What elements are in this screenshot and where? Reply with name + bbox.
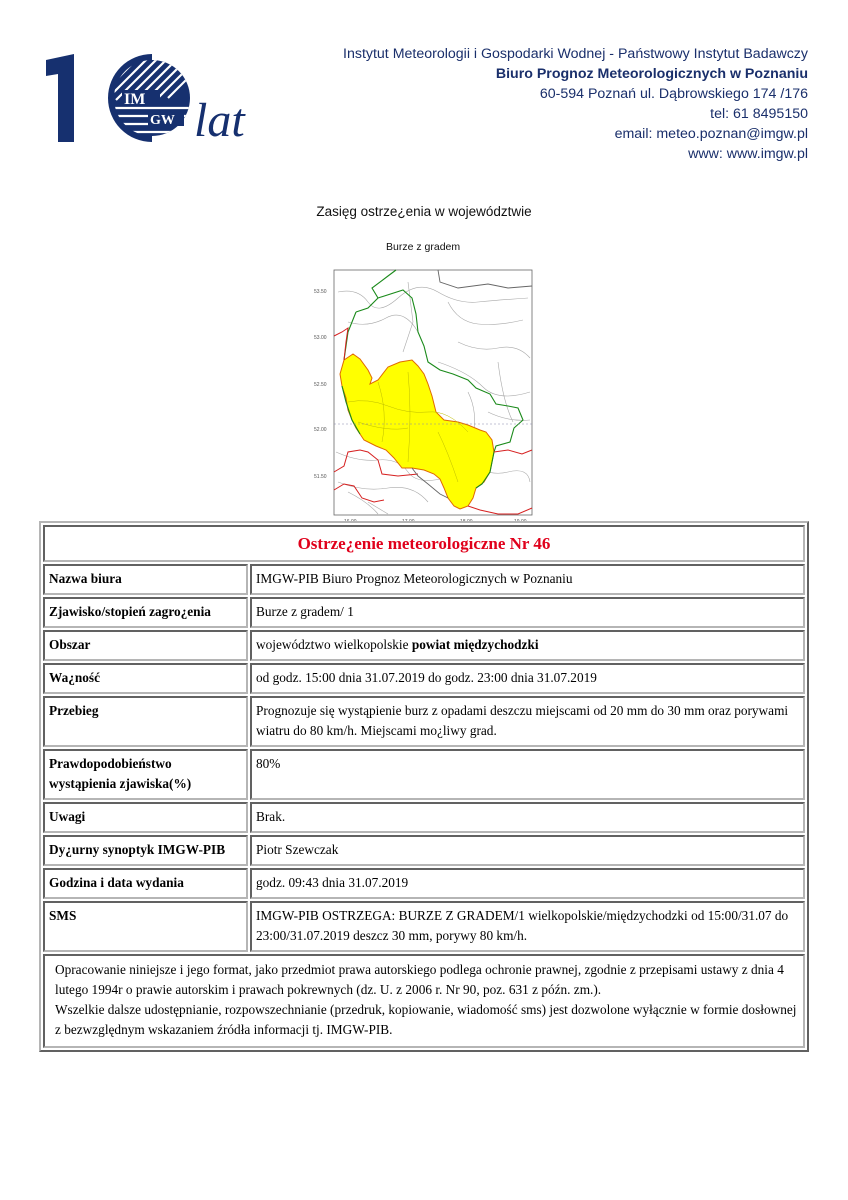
row-label-course: Przebieg [43, 696, 248, 747]
institute-name: Instytut Meteorologii i Gospodarki Wodnej - Państwowy Instytut Badawczy [343, 46, 808, 62]
row-value-sms: IMGW-PIB OSTRZEGA: BURZE Z GRADEM/1 wielkopolskie/międzychodzki od 15:00/31.07 do 23:00/31.07.2019 deszcz 30 mm, porywy 80 km/h. [250, 901, 805, 952]
warning-title: Ostrze¿enie meteorologiczne Nr 46 [43, 525, 805, 562]
copyright-paragraph-2: Wszelkie dalsze udostępnianie, rozpowszechnianie (przedruk, kopiowanie, wiadomość sms) jest dozwolone wyłącznie w formie dosłownej z bezwzględnym wskazaniem źródła informacji tj. IMGW-PIB. [55, 1002, 797, 1037]
logo-graphic [44, 52, 259, 144]
y-tick-label: 53.00 [314, 335, 327, 341]
row-value-probability: 80% [250, 749, 805, 800]
table-row [43, 663, 805, 694]
row-label-area: Obszar [43, 630, 248, 661]
table-row [43, 696, 805, 747]
row-label-probability: Prawdopodobieństwo wystąpienia zjawiska(%) [43, 749, 248, 800]
row-label-forecaster: Dy¿urny synoptyk IMGW-PIB [43, 835, 248, 866]
row-label-remarks: Uwagi [43, 802, 248, 833]
row-value-issued: godz. 09:43 dnia 31.07.2019 [250, 868, 805, 899]
y-tick-label: 52.50 [314, 382, 327, 388]
y-tick-label: 52.00 [314, 427, 327, 433]
y-tick-label: 53.50 [314, 289, 327, 295]
row-value-office: IMGW-PIB Biuro Prognoz Meteorologicznych w Poznaniu [250, 564, 805, 595]
table-footer-row [43, 954, 805, 1048]
table-row [43, 630, 805, 661]
table-row [43, 564, 805, 595]
row-value-forecaster: Piotr Szewczak [250, 835, 805, 866]
logo-lat-text: lat [194, 94, 245, 144]
map-caption: Zasięg ostrze¿enia w województwie [316, 204, 532, 219]
copyright-notice [43, 954, 805, 1048]
area-voivodeship: województwo wielkopolskie [256, 637, 412, 652]
logo-im-text: IM [124, 91, 146, 108]
row-label-office: Nazwa biura [43, 564, 248, 595]
row-label-sms: SMS [43, 901, 248, 952]
copyright-paragraph-1: Opracowanie niniejsze i jego format, jako przedmiot prawa autorskiego podlega ochronie prawnej, zgodnie z przepisami ustawy z dnia 4 lutego 1994r o prawie autorskim i prawach pokrewnych (dz. U. z 2006 r. Nr 90, poz. 631 z późn. zm.). [55, 962, 784, 997]
warning-map [308, 262, 548, 524]
table-row [43, 901, 805, 952]
row-value-remarks: Brak. [250, 802, 805, 833]
office-name: Biuro Prognoz Meteorologicznych w Poznaniu [495, 66, 808, 82]
area-county: powiat międzychodzki [411, 637, 539, 652]
email[interactable]: email: meteo.poznan@imgw.pl [614, 126, 808, 142]
row-value-course: Prognozuje się wystąpienie burz z opadami deszczu miejscami od 20 mm do 30 mm oraz porywami wiatru do 80 km/h. Miejscami mo¿liwy grad. [250, 696, 805, 747]
warning-table [39, 521, 809, 1052]
table-row [43, 835, 805, 866]
imgw-100-lat-logo [44, 52, 259, 144]
table-row [43, 868, 805, 899]
table-row [43, 802, 805, 833]
website[interactable]: www: www.imgw.pl [688, 146, 808, 162]
row-value-phenomenon: Burze z gradem/ 1 [250, 597, 805, 628]
map-title: Burze z gradem [386, 241, 461, 253]
row-value-area [250, 630, 805, 661]
row-value-validity: od godz. 15:00 dnia 31.07.2019 do godz. 23:00 dnia 31.07.2019 [250, 663, 805, 694]
header-contact-block [343, 44, 808, 164]
table-title-row [43, 525, 805, 562]
address: 60-594 Poznań ul. Dąbrowskiego 174 /176 [539, 86, 808, 102]
map-graphic [308, 262, 548, 524]
row-label-phenomenon: Zjawisko/stopień zagro¿enia [43, 597, 248, 628]
y-tick-label: 51.50 [314, 474, 327, 480]
phone: tel: 61 8495150 [710, 106, 808, 122]
table-row [43, 749, 805, 800]
row-label-validity: Wa¿ność [43, 663, 248, 694]
row-label-issued: Godzina i data wydania [43, 868, 248, 899]
table-row [43, 597, 805, 628]
logo-gw-text: GW [150, 113, 175, 128]
